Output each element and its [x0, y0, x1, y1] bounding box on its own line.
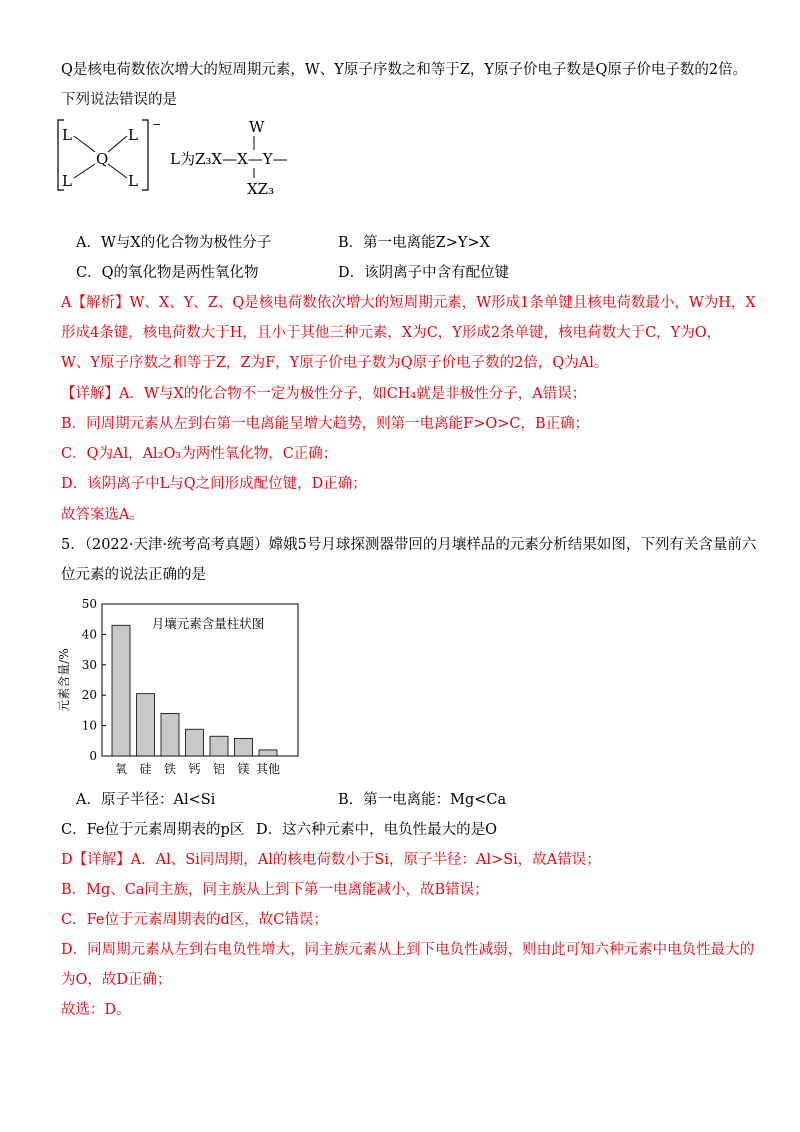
q4-option-b[interactable]: B．第一电离能Z>Y>X [338, 235, 490, 251]
ligand-bottom-right: L [128, 172, 138, 190]
x-category-label: 钙 [188, 762, 201, 776]
bond-tl [74, 136, 95, 152]
bar-3 [186, 729, 204, 756]
x-category-label: 铁 [163, 762, 177, 776]
x-category-label: 镁 [237, 762, 250, 776]
q5-option-b[interactable]: B．第一电离能：Mg<Ca [338, 792, 507, 808]
q4-analysis-line: C．Q为Al，Al₂O₃为两性氧化物，C正确； [61, 446, 338, 462]
q5-analysis-line: D【详解】A．Al、Si同周期，Al的核电荷数小于Si，原子半径：Al>Si，故A错误； [61, 852, 601, 868]
q5-analysis-line: C．Fe位于元素周期表的d区，故C错误； [61, 912, 328, 928]
ligand-bottom-left: L [62, 172, 72, 190]
q4-option-c[interactable]: C．Q的氧化物是两性氧化物 [76, 265, 259, 281]
ligand-top-right: L [128, 126, 138, 144]
q5-analysis-line: D．同周期元素从左到右电负性增大，同主族元素从上到下电负性减弱，则由此可知六种元素中电负性最大的 [61, 942, 755, 958]
right-bracket [142, 120, 148, 190]
ligand-formula: L为Z₃X—X—Y— [170, 150, 288, 168]
y-tick-label: 30 [81, 657, 97, 672]
y-tick-label: 0 [89, 749, 97, 763]
y-axis-label: 元素含量/% [57, 648, 71, 712]
q4-analysis-line: 形成4条键，核电荷数大于H，且小于其他三种元素，X为C，Y形成2条单键，核电荷数大于C，Y为O， [61, 325, 722, 341]
central-atom-q: Q [96, 150, 109, 168]
q5-analysis-line: B．Mg、Ca同主族，同主族从上到下第一电离能减小，故B错误； [61, 882, 489, 898]
x-category-label: 其他 [255, 762, 281, 776]
y-tick-label: 50 [81, 597, 97, 611]
q4-stem-line2: 下列说法错误的是 [61, 92, 177, 108]
bond-tr [108, 136, 127, 152]
q4-option-a[interactable]: A．W与X的化合物为极性分子 [76, 235, 272, 251]
q5-analysis-line: 故选：D。 [61, 1002, 131, 1018]
element-content-bar-chart [56, 592, 306, 777]
q4-analysis-line: 【详解】A．W与X的化合物不一定为极性分子，如CH₄就是非极性分子，A错误； [61, 386, 587, 402]
group-xz3: XZ₃ [247, 180, 275, 198]
y-tick-label: 20 [81, 688, 97, 703]
q5-analysis-line: 为O，故D正确； [61, 972, 172, 988]
q5-option-a[interactable]: A．原子半径：Al<Si [76, 792, 216, 808]
bond-br [108, 164, 127, 178]
q4-stem-line1: Q是核电荷数依次增大的短周期元素，W、Y原子序数之和等于Z，Y原子价电子数是Q原子价电子数的2倍。 [61, 62, 748, 78]
q5-option-c[interactable]: C．Fe位于元素周期表的p区 [61, 822, 245, 838]
anion-structure-diagram [54, 112, 354, 202]
q5-stem-line2: 位元素的说法正确的是 [61, 567, 206, 583]
q4-analysis-line: A【解析】W、X、Y、Z、Q是核电荷数依次增大的短周期元素，W形成1条单键且核电荷数最小，W为H，X [61, 295, 756, 311]
bar-0 [112, 625, 130, 756]
x-category-label: 硅 [139, 762, 152, 776]
q4-analysis-line: 故答案选A。 [61, 507, 144, 523]
q4-analysis-line: W、Y原子序数之和等于Z，Z为F，Y原子价电子数为Q原子价电子数的2倍，Q为Al。 [61, 355, 609, 371]
bar-6 [259, 750, 277, 756]
bar-2 [161, 713, 179, 756]
y-tick-label: 40 [81, 627, 97, 642]
anion-charge: − [152, 118, 162, 131]
chart-title: 月壤元素含量柱状图 [151, 616, 265, 631]
q4-option-d[interactable]: D．该阴离子中含有配位键 [338, 265, 510, 281]
q5-stem-line1: 5．（2022·天津·统考高考真题）嫦娥5号月球探测器带回的月壤样品的元素分析结果如图，下列有关含量前六 [61, 537, 757, 553]
x-category-label: 铝 [212, 762, 226, 776]
atom-w: W [249, 118, 265, 136]
bond-bl [74, 164, 95, 178]
y-tick-label: 10 [81, 718, 97, 733]
q4-analysis-line: D．该阴离子中L与Q之间形成配位键，D正确； [61, 476, 367, 492]
q5-option-d[interactable]: D．这六种元素中，电负性最大的是O [256, 822, 498, 838]
bar-5 [235, 738, 253, 756]
ligand-top-left: L [62, 126, 72, 144]
x-category-label: 氧 [114, 762, 128, 776]
q4-analysis-line: B．同周期元素从左到右第一电离能呈增大趋势，则第一电离能F>O>C，B正确； [61, 416, 590, 432]
bar-4 [210, 736, 228, 756]
bar-1 [137, 694, 155, 756]
